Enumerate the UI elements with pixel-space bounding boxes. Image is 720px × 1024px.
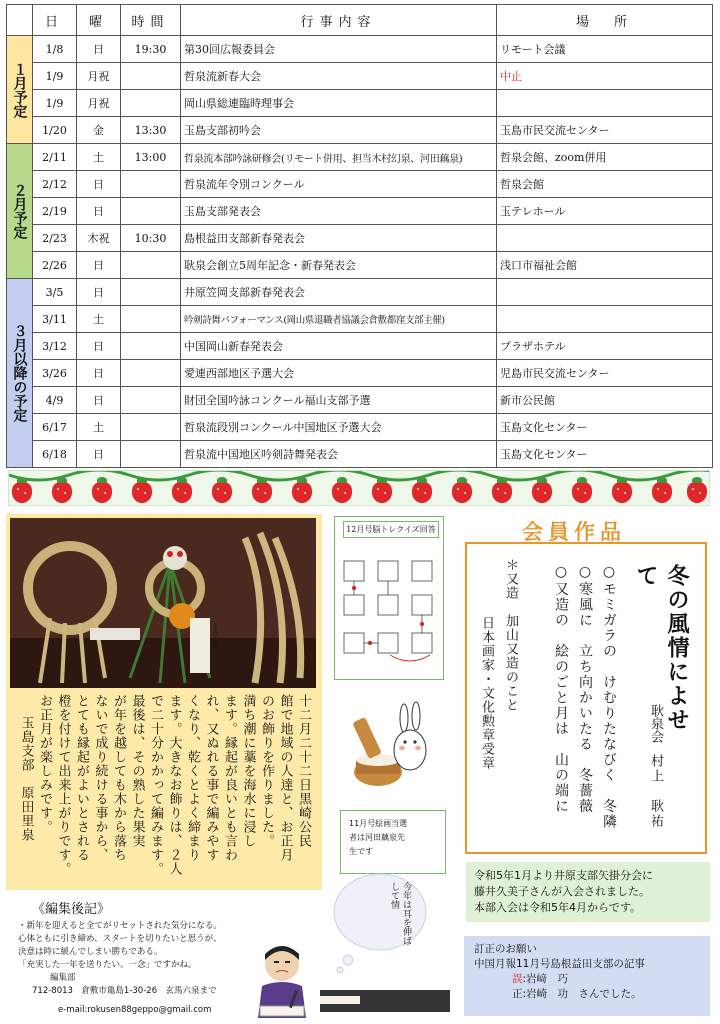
strawberry-icon: [92, 482, 112, 503]
thought-bubble-text: 今年は耳を伸ばして情: [389, 882, 411, 945]
strawberry-icon: [172, 482, 192, 503]
col-date: 日: [33, 5, 77, 36]
strawberry-icon: [132, 482, 152, 503]
strawberry-icon: [452, 482, 472, 503]
works-heading: 会員作品: [522, 520, 626, 544]
table-row: ３月以降の予定 3/5 日 井原笠岡支部新春発表会: [7, 279, 713, 306]
editor-email: e-mail:rokusen88geppo@gmail.com: [58, 1005, 212, 1015]
quiz-title: 12月号脳トレクイズ回答: [343, 521, 439, 538]
col-event: 行事内容: [181, 5, 497, 36]
leaf-garland: [9, 471, 710, 485]
table-header-row: [7, 5, 713, 36]
writer-person-icon: [252, 940, 312, 1020]
correction-title: 訂正のお願い: [474, 943, 537, 955]
new-member-announcement: 令和5年1月より井原支部矢掛分会に 藤井久美子さんが入会されました。 本部入会は令和5年4月からです。: [466, 862, 710, 922]
strawberry-icon: [412, 482, 432, 503]
poem-item: ○モミガラの けむりたなびく 冬隣: [601, 564, 617, 830]
col-place: 場 所: [497, 5, 713, 36]
strawberry-icon: [252, 482, 272, 503]
works-author-group: 耿泉会: [648, 704, 663, 743]
table-row: 4/9 日 財団全国吟詠コンクール福山支部予選 新市公民館: [7, 387, 713, 414]
strawberry-icon: [12, 482, 32, 503]
strawberry-icon: [292, 482, 312, 503]
strawberry-icon: [652, 482, 672, 503]
strawberry-icon: [212, 482, 232, 503]
group-label-mar: ３月以降の予定: [7, 279, 33, 468]
table-row: 1/9 月祝 岡山県総連臨時理事会: [7, 90, 713, 117]
table-row: 3/12 日 中国岡山新春発表会 プラザホテル: [7, 333, 713, 360]
group-label-jan: １月予定: [7, 36, 33, 144]
works-author-name: 村上 耿祐: [648, 754, 663, 829]
editor-title: 《編集後記》: [32, 902, 111, 917]
poem-item: ○寒風に 立ち向かいたる 冬薔薇: [577, 564, 593, 814]
editor-address: 712-8013 倉敷市亀島1-30-26 玄馬六泉まで: [32, 986, 217, 996]
art-winner-note: 11月号絵画当選 者は河田藕泉先 生です: [340, 810, 446, 874]
table-row: 3/11 土 吟剣詩舞パフォーマンス(岡山県退職者協議会倉敷都窪支部主催): [7, 306, 713, 333]
table-row: ２月予定 2/11 土 13:00 哲泉流本部吟詠研修会(リモート併用、担当木村幻泉、河田藕泉) 哲泉会館、zoom併用: [7, 144, 713, 171]
quiz-answer-box: [334, 516, 444, 680]
shimenawa-illustration: [10, 518, 316, 688]
photo-article-text: 十二月二十二日黒崎公民 館で地域の人達と、お正月 のお飾りを作りました。 満ち潮に藁を海水に浸し ます。縁起が良いとも言わ れ、又ぬれる事で編みやす くなり、乾くとよく締まり ます。大きなお飾りは、２人 で二十分かかって編みます。 最後は、その熟した果実 が年を越しても木から落ち ないで成り続ける事から、 とても縁起がよいとされる 橙を付けて出来上がりです。 お正月が楽しみです。 玉島支部 原田里泉: [18, 694, 311, 876]
quiz-grid-answer: [340, 555, 440, 675]
table-row: 2/26 日 耿泉会創立5周年記念・新春発表会 浅口市福祉会館: [7, 252, 713, 279]
strawberry-icon: [52, 482, 72, 503]
poem-list: [549, 564, 621, 844]
strawberry-icon: [532, 482, 552, 503]
table-row: 2/12 日 哲泉流年令別コンクール 哲泉会館: [7, 171, 713, 198]
schedule-table: [6, 4, 713, 468]
table-row: 2/23 木祝 10:30 島根益田支部新春発表会: [7, 225, 713, 252]
cancelled-badge: 中止: [497, 63, 713, 90]
col-day: 曜: [77, 5, 121, 36]
table-row: 2/19 日 玉島支部発表会 玉テレホール: [7, 198, 713, 225]
table-row: 1/20 金 13:30 玉島支部初吟会 玉島市民交流センター: [7, 117, 713, 144]
works-note-body: 日本画家・文化勲章受章: [479, 616, 494, 770]
table-row: １月予定 1/8 日 19:30 第30回広報委員会 リモート会議: [7, 36, 713, 63]
strawberry-divider: [8, 470, 710, 506]
table-row: 6/17 土 哲泉流段別コンクール中国地区予選大会 玉島文化センター: [7, 414, 713, 441]
works-note-label: ＊又造 加山又造のこと: [503, 558, 518, 712]
strawberry-icon: [687, 482, 707, 503]
correction-notice: 訂正のお願い 中国月報11月号島根益田支部の記事 誤:岩﨑 巧 正:岩崎 功 さんでした。: [464, 936, 710, 1016]
group-label-feb: ２月予定: [7, 144, 33, 279]
decoration-tag: 玉島支部: [211, 624, 218, 648]
poem-item: ○又造の 絵のごと月は 山の端に: [553, 564, 569, 814]
new-year-decoration-photo: [10, 518, 316, 688]
strawberry-icon: [612, 482, 632, 503]
col-time: 時間: [121, 5, 181, 36]
editor-note: 《編集後記》 ・新年を迎えると全てがリセットされた気分になる。 心体ともに引き締め、スタートを切りたいと思うが、 決意は時に緩んでしまい勝ちである。 「充実した一年を送りたい、一念」ですかね。 編集部 712-8013 倉敷市亀島1-30-26 玄馬六泉まで e-mail:rokusen88geppo@gmail.com: [14, 898, 314, 1024]
strawberry-icon: [572, 482, 592, 503]
strawberry-icon: [492, 482, 512, 503]
works-box: [465, 542, 707, 854]
strawberry-icon: [372, 482, 392, 503]
table-row: 3/26 日 愛連西部地区予選大会 児島市民交流センター: [7, 360, 713, 387]
strawberry-icon: [332, 482, 352, 503]
rabbit-mochi-illustration: [350, 700, 434, 790]
works-title: 冬の風情によせて: [633, 564, 690, 732]
table-row: 6/18 日 哲泉流中国地区吟剣詩舞発表会 玉島文化センター: [7, 441, 713, 468]
table-row: 1/9 月祝 哲泉流新春大会 中止: [7, 63, 713, 90]
